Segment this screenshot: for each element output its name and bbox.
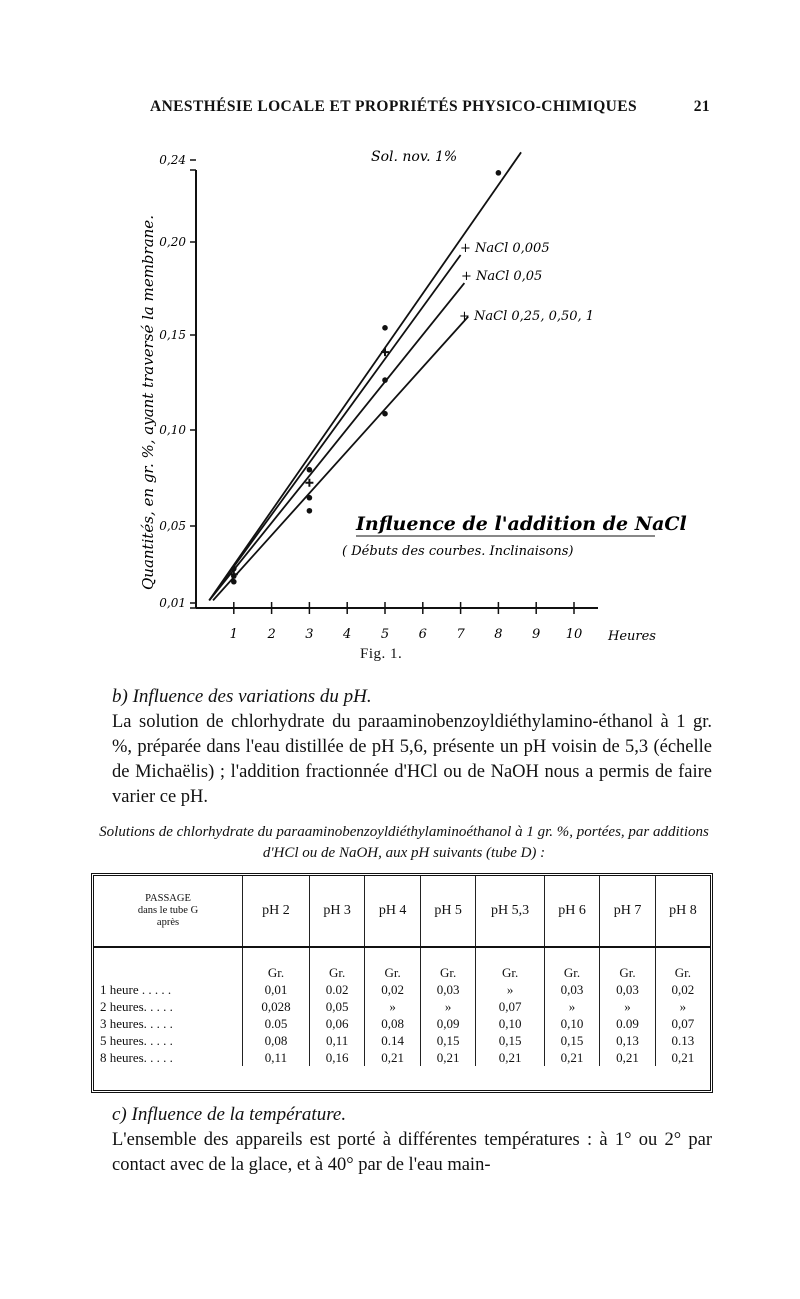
unit-cell: Gr. [476,947,544,981]
table-row [94,1049,710,1066]
table-cell: » [679,998,687,1014]
table-cell: » [420,998,476,1015]
column-header: pH 8 [655,876,710,947]
data-table [94,876,710,1066]
y-tick-label: 0,01 [159,596,186,610]
section-b-heading [112,686,372,708]
row-label: 1 heure . . . . . [94,981,243,998]
header-passage-line: PASSAGE [145,893,191,904]
table-cell: 0,21 [420,1049,476,1066]
data-point [382,377,388,383]
table-cell: 0,15 [544,1032,600,1049]
unit-cell: Gr. [309,947,365,981]
unit-cell: Gr. [600,947,656,981]
table-cell: 0,03 [420,981,476,998]
table-cell: 0.05 [243,1015,310,1032]
section-b-heading-text: b) Influence des variations du pH. [112,686,372,707]
table-cell: 0,05 [309,998,365,1015]
table-row [94,998,710,1015]
paragraph-ph: La solution de chlorhydrate du paraaminobenzoyldiéthylamino-éthanol à 1 gr. %, préparée dans l'eau distillée de pH 5,6, présente un pH voisin de 5,3 (échelle de Michaëlis) ; l'addition fractionnée d'HCl ou de NaOH nous a permis de faire varier ce pH. [112,712,712,807]
table-cell: 0,028 [243,998,310,1015]
figure-caption: Fig. 1. [360,646,403,662]
table-cell: » [365,998,421,1015]
table-cell: 0,03 [600,981,656,998]
x-tick-label: 1 [229,627,238,642]
table-cell: 0,03 [544,981,600,998]
table-row [94,981,710,998]
units-blank-cell [94,947,243,981]
table-cell: 0,07 [476,998,544,1015]
table-cell: 0.13 [671,1032,695,1048]
table-cell: 0,10 [544,1015,600,1032]
table-header-row [94,876,710,947]
table-cell: 0.09 [600,1015,656,1032]
data-point [307,495,313,501]
x-tick-label: 2 [267,627,276,642]
running-head-title: ANESTHÉSIE LOCALE ET PROPRIÉTÉS PHYSICO-CHIMIQUES [150,98,638,115]
table-cell: » [476,981,544,998]
units-row [94,947,710,981]
table-caption: Solutions de chlorhydrate du paraaminobenzoyldiéthylaminoéthanol à 1 gr. %, portées, par additions d'HCl ou de NaOH, aux pH suivants (tube D) : [99,824,709,861]
column-header: pH 6 [544,876,600,947]
column-header: pH 2 [243,876,310,947]
unit-cell: Gr. [420,947,476,981]
table-cell: 0,16 [309,1049,365,1066]
data-point [307,508,313,514]
table-cell: 0,08 [365,1015,421,1032]
column-header: pH 7 [600,876,656,947]
unit-cell: Gr. [365,947,421,981]
y-tick-label: 0,24 [159,153,186,167]
header-passage [94,876,243,947]
paragraph-temperature: L'ensemble des appareils est porté à différentes températures : à 1° ou 2° par contact avec de la glace, et à 40° par de l'eau main- [112,1130,712,1175]
x-tick-label: 10 [565,627,583,642]
header-passage-line: après [156,917,180,928]
annotation-nacl-025-050-1: + NaCl 0,25, 0,50, 1 [459,309,595,324]
table-cell: 0,21 [544,1049,600,1066]
unit-cell: Gr. [243,947,310,981]
data-table-frame [91,873,713,1093]
y-tick-label: 0,05 [159,519,186,533]
table-row [94,1015,710,1032]
table-cell: 0,06 [309,1015,365,1032]
y-axis-label: Quantités, en gr. %, ayant traversé la membrane. [139,215,157,590]
x-tick-label: 7 [456,627,465,642]
table-cell: 0,21 [365,1049,421,1066]
section-c-heading [112,1104,346,1126]
x-tick-label: 4 [343,627,352,642]
header-passage-line: dans le tube G [137,905,199,916]
table-cell: 0,13 [600,1032,656,1049]
data-point [496,170,502,176]
table-cell: 0,15 [420,1032,476,1049]
data-point [382,325,388,331]
annotation-sol-nov: Sol. nov. 1% [371,149,458,165]
data-point [231,579,237,585]
x-tick-label: 5 [380,627,390,642]
table-cell: 0,02 [671,981,695,997]
data-point [307,467,313,473]
table-cell: 0,11 [309,1032,365,1049]
annotation-nacl-005: + NaCl 0,05 [461,269,543,284]
x-tick-label: 9 [532,627,541,642]
annotation-nacl-0005: + NaCl 0,005 [460,241,550,256]
figure-chart [0,120,800,650]
table-cell: 0,11 [243,1049,310,1066]
table-cell: 0,01 [243,981,310,998]
row-label: 8 heures. . . . . [94,1049,243,1066]
column-header: pH 4 [365,876,421,947]
table-cell: 0,21 [476,1049,544,1066]
influence-title: Influence de l'addition de NaCl [356,513,687,535]
data-point [382,411,388,417]
unit-cell: Gr. [544,947,600,981]
table-cell: 0,21 [671,1049,695,1065]
table-row [94,1032,710,1049]
data-point [231,573,237,579]
table-cell: 0,07 [671,1015,695,1031]
table-cell: 0,15 [476,1032,544,1049]
table-cell: 0.02 [309,981,365,998]
column-header: pH 3 [309,876,365,947]
table-cell: 0,02 [365,981,421,998]
column-header: pH 5,3 [476,876,544,947]
page-number: 21 [693,98,710,115]
section-c-heading-text: c) Influence de la température. [112,1104,347,1125]
row-label: 5 heures. . . . . [94,1032,243,1049]
y-tick-label: 0,15 [159,328,186,342]
running-head [150,98,710,122]
influence-subtitle: ( Débuts des courbes. Inclinaisons) [342,544,574,559]
row-label: 2 heures. . . . . [94,998,243,1015]
table-cell: 0,21 [600,1049,656,1066]
x-tick-label: 3 [305,627,314,642]
table-cell: 0.14 [365,1032,421,1049]
y-tick-label: 0,10 [159,423,186,437]
column-header: pH 5 [420,876,476,947]
table-cell: 0,09 [420,1015,476,1032]
table-cell: 0,08 [243,1032,310,1049]
x-tick-label: 6 [418,627,427,642]
y-tick-label: 0,20 [159,235,186,249]
table-cell: » [544,998,600,1015]
x-axis-unit-label: Heures [608,629,656,644]
x-tick-label: 8 [494,627,503,642]
row-label: 3 heures. . . . . [94,1015,243,1032]
unit-cell: Gr. [674,964,692,980]
table-cell: 0,10 [476,1015,544,1032]
table-cell: » [600,998,656,1015]
